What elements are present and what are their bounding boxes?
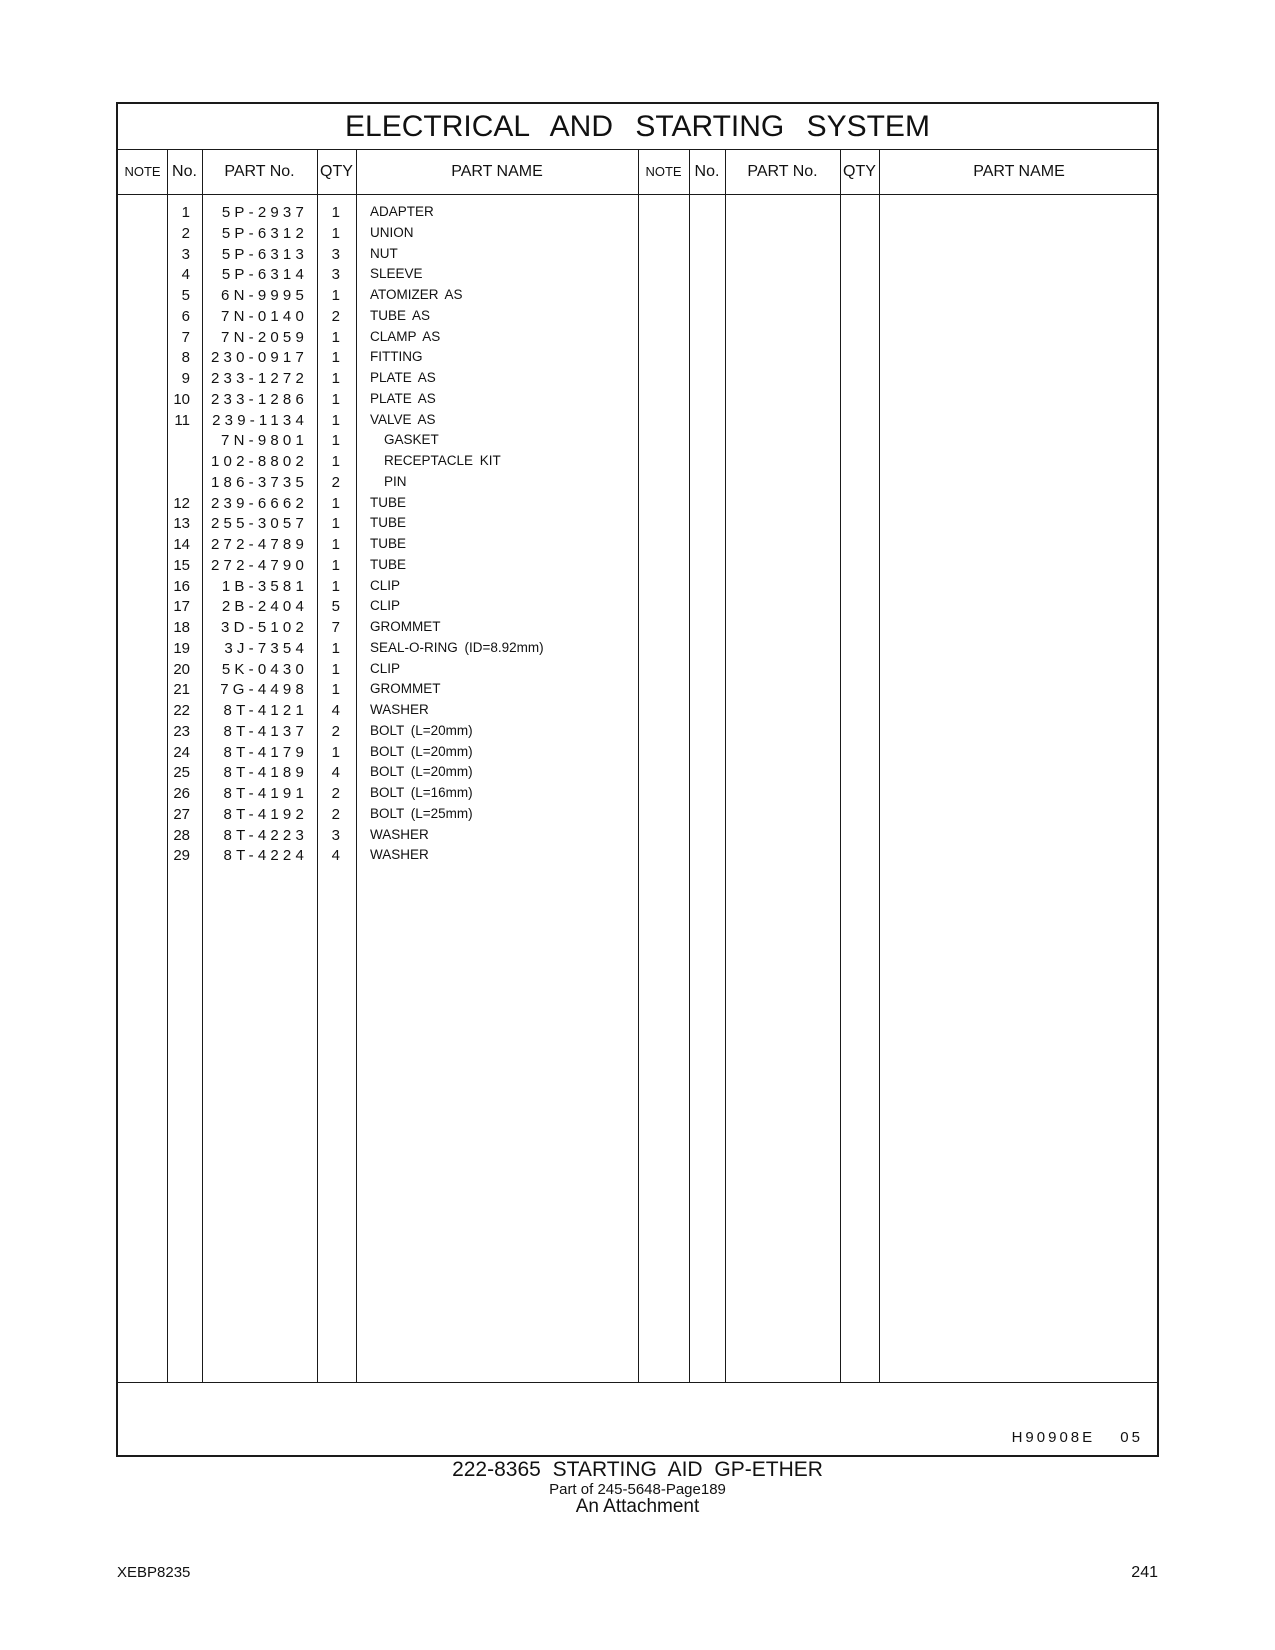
part-name: CLIP: [370, 577, 401, 593]
caption-subtitle: An Attachment: [575, 1496, 700, 1517]
table-row: [118, 659, 1157, 681]
part-number: 255-3057: [211, 515, 308, 533]
item-number: 28: [173, 826, 190, 844]
table-row: [118, 410, 1157, 432]
part-number: 3J-7354: [224, 639, 308, 657]
caption-title: 222-8365 STARTING AID GP-ETHER: [452, 1458, 823, 1481]
item-number: 2: [181, 224, 190, 242]
header-no-right: No.: [694, 163, 720, 180]
table-row: [118, 430, 1157, 452]
quantity: 1: [331, 432, 340, 450]
table-row: [118, 762, 1157, 784]
part-name: TUBE AS: [370, 307, 431, 323]
table-row: [118, 783, 1157, 805]
part-name: BOLT (L=20mm): [370, 743, 473, 759]
quantity: 1: [331, 287, 340, 304]
quantity: 1: [331, 660, 340, 678]
part-name: ADAPTER: [370, 204, 434, 219]
item-number: 23: [173, 722, 190, 740]
quantity: 1: [331, 349, 340, 367]
caption: [0, 1458, 1275, 1517]
item-number: 15: [173, 556, 190, 574]
part-number: 6N-9995: [221, 287, 308, 304]
part-number: 7N-9801: [221, 432, 308, 450]
part-name: PLATE AS: [370, 370, 436, 385]
item-number: 21: [173, 681, 190, 699]
table-row: [118, 742, 1157, 764]
item-number: 4: [181, 266, 190, 284]
part-name: TUBE: [370, 494, 407, 510]
part-name: WASHER: [370, 847, 429, 863]
quantity: 3: [331, 266, 340, 284]
part-name: ATOMIZER AS: [370, 287, 463, 302]
table-row: [118, 555, 1157, 577]
quantity: 1: [331, 224, 340, 242]
item-number: 10: [173, 390, 190, 408]
part-number: 8T-4191: [223, 785, 308, 802]
header-qty-right: QTY: [843, 163, 876, 180]
table-row: [118, 223, 1157, 245]
parts-table: [116, 102, 1159, 1457]
part-number: 239-1134: [212, 411, 308, 429]
quantity: 2: [331, 473, 340, 491]
item-number: 25: [173, 764, 190, 782]
item-number: 13: [173, 515, 190, 533]
quantity: 1: [331, 390, 340, 408]
quantity: 5: [331, 598, 340, 616]
table-row: [118, 679, 1157, 701]
quantity: 1: [331, 411, 340, 429]
part-name: BOLT (L=20mm): [370, 722, 473, 738]
part-number: 1B-3581: [221, 577, 308, 595]
table-row: [118, 534, 1157, 556]
item-number: 12: [173, 494, 190, 512]
table-row: [118, 825, 1157, 847]
part-number: 5P-6314: [221, 266, 308, 284]
quantity: 4: [331, 764, 340, 782]
item-number: 17: [173, 598, 190, 616]
item-number: 11: [174, 411, 190, 429]
part-name: NUT: [370, 245, 398, 261]
part-number: 233-1272: [211, 370, 308, 387]
table-row: [118, 845, 1157, 867]
part-name: GROMMET: [370, 619, 441, 634]
part-name: SEAL-O-RING (ID=8.92mm): [370, 639, 544, 655]
part-name: GROMMET: [370, 681, 441, 697]
header-part-no-left: PART No.: [224, 163, 295, 180]
quantity: 7: [331, 619, 340, 636]
quantity: 1: [331, 556, 340, 574]
table-row: [118, 721, 1157, 743]
part-name: CLIP: [370, 660, 401, 676]
table-row: [118, 493, 1157, 515]
item-number: 6: [181, 307, 190, 325]
part-name: BOLT (L=20mm): [370, 764, 473, 780]
header-part-no-right: PART No.: [747, 163, 818, 180]
header-no-left: No.: [172, 163, 197, 180]
quantity: 1: [331, 328, 340, 346]
part-number: 102-8802: [211, 453, 308, 470]
part-number: 239-6662: [211, 494, 308, 512]
table-row: [118, 576, 1157, 598]
part-number: 8T-4137: [223, 722, 308, 740]
header-note-left: NOTE: [124, 164, 161, 179]
part-name: PLATE AS: [370, 390, 436, 406]
part-number: 230-0917: [211, 349, 308, 367]
item-number: 20: [173, 660, 190, 678]
header-part-name-right: PART NAME: [973, 163, 1065, 180]
item-number: 1: [181, 204, 190, 221]
quantity: 2: [331, 805, 340, 823]
drawing-code: H90908E 05: [1011, 1429, 1143, 1446]
part-name: CLIP: [370, 598, 401, 614]
item-number: 18: [173, 619, 190, 636]
table-row: [118, 451, 1157, 473]
part-number: 8T-4179: [223, 743, 308, 761]
part-number: 233-1286: [211, 390, 308, 408]
footer-divider: [118, 1382, 1157, 1383]
quantity: 1: [331, 743, 340, 761]
part-name: TUBE: [370, 515, 407, 531]
item-number: 27: [173, 805, 190, 823]
table-row: [118, 804, 1157, 826]
item-number: 7: [181, 328, 190, 346]
part-name: WASHER: [370, 826, 429, 842]
table-row: [118, 285, 1157, 307]
part-name: TUBE: [370, 556, 407, 572]
table-row: [118, 617, 1157, 639]
part-number: 8T-4223: [223, 826, 308, 844]
table-row: [118, 596, 1157, 618]
quantity: 3: [331, 245, 340, 263]
quantity: 4: [331, 702, 340, 719]
item-number: 5: [181, 287, 190, 304]
part-number: 3D-5102: [221, 619, 308, 636]
part-number: 7G-4498: [220, 681, 308, 699]
item-number: 14: [173, 536, 190, 553]
part-number: 5P-6313: [221, 245, 308, 263]
quantity: 3: [331, 826, 340, 844]
part-name: WASHER: [370, 702, 429, 717]
table-row: [118, 306, 1157, 328]
table-row: [118, 244, 1157, 266]
part-name: BOLT (L=16mm): [370, 785, 473, 800]
item-number: 16: [173, 577, 190, 595]
item-number: 19: [173, 639, 190, 657]
table-row: [118, 368, 1157, 390]
table-row: [118, 472, 1157, 494]
part-number: 2B-2404: [221, 598, 308, 616]
table-row: [118, 327, 1157, 349]
item-number: 24: [173, 743, 190, 761]
item-number: 29: [173, 847, 190, 865]
part-number: 272-4789: [211, 536, 308, 553]
quantity: 1: [331, 681, 340, 699]
quantity: 2: [331, 785, 340, 802]
part-name: BOLT (L=25mm): [370, 805, 473, 821]
header-qty-left: QTY: [320, 163, 353, 180]
part-name: VALVE AS: [370, 411, 436, 427]
table-row: [118, 202, 1157, 224]
part-name: CLAMP AS: [370, 328, 441, 344]
part-number: 186-3735: [211, 473, 308, 491]
title-band: [118, 104, 1157, 150]
caption-reference: Part of 245-5648-Page189: [549, 1481, 726, 1498]
quantity: 1: [331, 453, 340, 470]
part-number: 5K-0430: [221, 660, 308, 678]
page-number: 241: [1131, 1564, 1158, 1581]
part-number: 8T-4224: [223, 847, 308, 865]
header-part-name-left: PART NAME: [451, 163, 543, 180]
quantity: 2: [331, 722, 340, 740]
item-number: 26: [173, 785, 190, 802]
part-number: 7N-0140: [221, 307, 308, 325]
item-number: 22: [173, 702, 190, 719]
quantity: 1: [331, 577, 340, 595]
table-row: [118, 700, 1157, 722]
quantity: 1: [331, 639, 340, 657]
part-name: PIN: [384, 473, 407, 489]
part-name: SLEEVE: [370, 266, 423, 282]
page-title: ELECTRICAL AND STARTING SYSTEM: [345, 110, 930, 143]
part-number: 8T-4192: [223, 805, 308, 823]
table-row: [118, 638, 1157, 660]
part-name: RECEPTACLE KIT: [384, 453, 501, 468]
part-name: GASKET: [384, 432, 439, 448]
part-name: TUBE: [370, 536, 407, 551]
quantity: 1: [331, 515, 340, 533]
part-number: 8T-4121: [223, 702, 308, 719]
part-name: FITTING: [370, 349, 423, 365]
document-id: XEBP8235: [117, 1564, 191, 1581]
item-number: 9: [181, 370, 190, 387]
quantity: 1: [331, 204, 340, 221]
table-row: [118, 347, 1157, 369]
item-number: 8: [181, 349, 190, 367]
part-name: UNION: [370, 224, 414, 240]
quantity: 4: [331, 847, 340, 865]
table-row: [118, 264, 1157, 286]
table-row: [118, 389, 1157, 411]
part-number: 8T-4189: [223, 764, 308, 782]
quantity: 2: [331, 307, 340, 325]
quantity: 1: [331, 494, 340, 512]
part-number: 5P-2937: [221, 204, 308, 221]
quantity: 1: [331, 370, 340, 387]
part-number: 5P-6312: [221, 224, 308, 242]
item-number: 3: [181, 245, 190, 263]
part-number: 272-4790: [211, 556, 308, 574]
quantity: 1: [331, 536, 340, 553]
header-note-right: NOTE: [645, 164, 682, 179]
table-row: [118, 513, 1157, 535]
part-number: 7N-2059: [221, 328, 308, 346]
